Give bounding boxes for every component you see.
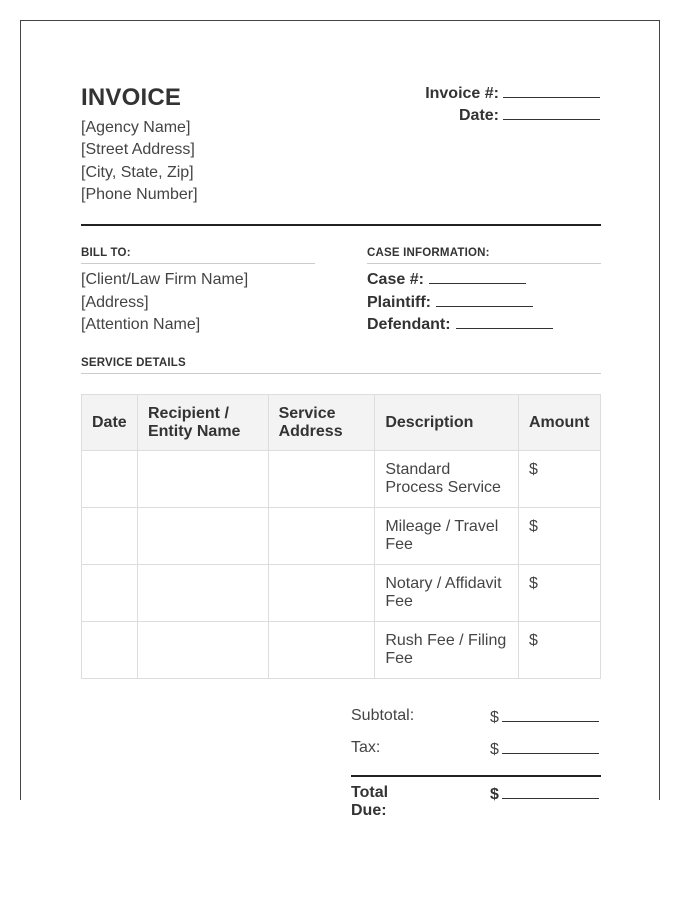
case-number-label: Case #: — [367, 271, 424, 288]
column-header-recipient: Recipient / Entity Name — [137, 395, 268, 451]
plaintiff-blank[interactable] — [436, 292, 533, 307]
cell-amount[interactable]: $ — [518, 565, 600, 622]
cell-service-address[interactable] — [268, 451, 375, 508]
bill-to-heading: BILL TO: — [81, 247, 131, 259]
total-due-label: Total Due: — [351, 784, 389, 819]
case-number-blank[interactable] — [429, 269, 526, 284]
column-header-service-address: Service Address — [268, 395, 375, 451]
cell-recipient[interactable] — [137, 451, 268, 508]
subtotal-blank[interactable] — [502, 707, 599, 722]
cell-date[interactable] — [82, 622, 138, 679]
agency-info — [81, 117, 198, 206]
subtotal-label: Subtotal: — [351, 707, 415, 724]
defendant-row — [367, 314, 553, 337]
invoice-date-row — [425, 105, 600, 127]
cell-service-address[interactable] — [268, 508, 375, 565]
cell-description: Standard Process Service — [375, 451, 519, 508]
column-header-description: Description — [375, 395, 519, 451]
case-number-row — [367, 269, 553, 292]
invoice-title: INVOICE — [81, 84, 182, 111]
cell-description: Rush Fee / Filing Fee — [375, 622, 519, 679]
invoice-meta — [425, 83, 600, 127]
table-row — [82, 451, 601, 508]
tax-currency: $ — [490, 741, 499, 758]
table-row — [82, 622, 601, 679]
cell-service-address[interactable] — [268, 565, 375, 622]
column-header-amount: Amount — [518, 395, 600, 451]
tax-label: Tax: — [351, 739, 381, 756]
cell-recipient[interactable] — [137, 622, 268, 679]
cell-date[interactable] — [82, 508, 138, 565]
total-due-blank[interactable] — [502, 784, 599, 799]
service-details-divider — [81, 373, 601, 374]
cell-description: Notary / Affidavit Fee — [375, 565, 519, 622]
cell-amount[interactable]: $ — [518, 508, 600, 565]
column-header-date: Date — [82, 395, 138, 451]
tax-blank[interactable] — [502, 739, 599, 754]
cell-amount[interactable]: $ — [518, 451, 600, 508]
case-info-block — [367, 269, 553, 337]
invoice-date-blank[interactable] — [503, 105, 600, 120]
header-divider — [81, 224, 601, 226]
agency-city-state-zip: [City, State, Zip] — [81, 163, 194, 181]
cell-description: Mileage / Travel Fee — [375, 508, 519, 565]
defendant-blank[interactable] — [456, 314, 553, 329]
invoice-number-row — [425, 83, 600, 105]
service-table — [81, 394, 601, 679]
service-details-heading: SERVICE DETAILS — [81, 357, 186, 369]
cell-amount[interactable]: $ — [518, 622, 600, 679]
totals-divider — [351, 775, 601, 777]
invoice-date-label: Date: — [458, 107, 499, 124]
cell-date[interactable] — [82, 565, 138, 622]
agency-phone-number: [Phone Number] — [81, 185, 198, 203]
invoice-page — [20, 20, 660, 819]
cell-recipient[interactable] — [137, 508, 268, 565]
bill-to-divider — [81, 263, 315, 264]
cell-recipient[interactable] — [137, 565, 268, 622]
table-header-row — [82, 395, 601, 451]
client-address: [Address] — [81, 293, 149, 311]
agency-street-address: [Street Address] — [81, 141, 195, 159]
table-row — [82, 565, 601, 622]
table-row — [82, 508, 601, 565]
agency-name: [Agency Name] — [81, 119, 191, 136]
plaintiff-label: Plaintiff: — [367, 293, 431, 311]
case-info-heading: CASE INFORMATION: — [367, 247, 490, 259]
plaintiff-row — [367, 292, 553, 315]
invoice-number-blank[interactable] — [503, 83, 600, 98]
bill-to-block — [81, 269, 248, 337]
cell-service-address[interactable] — [268, 622, 375, 679]
total-due-currency: $ — [490, 786, 499, 803]
client-name: [Client/Law Firm Name] — [81, 271, 249, 288]
invoice-number-label: Invoice #: — [425, 85, 499, 102]
case-info-divider — [367, 263, 601, 264]
client-attention: [Attention Name] — [81, 316, 201, 333]
subtotal-currency: $ — [490, 709, 499, 726]
cell-date[interactable] — [82, 451, 138, 508]
defendant-label: Defendant: — [367, 316, 451, 333]
